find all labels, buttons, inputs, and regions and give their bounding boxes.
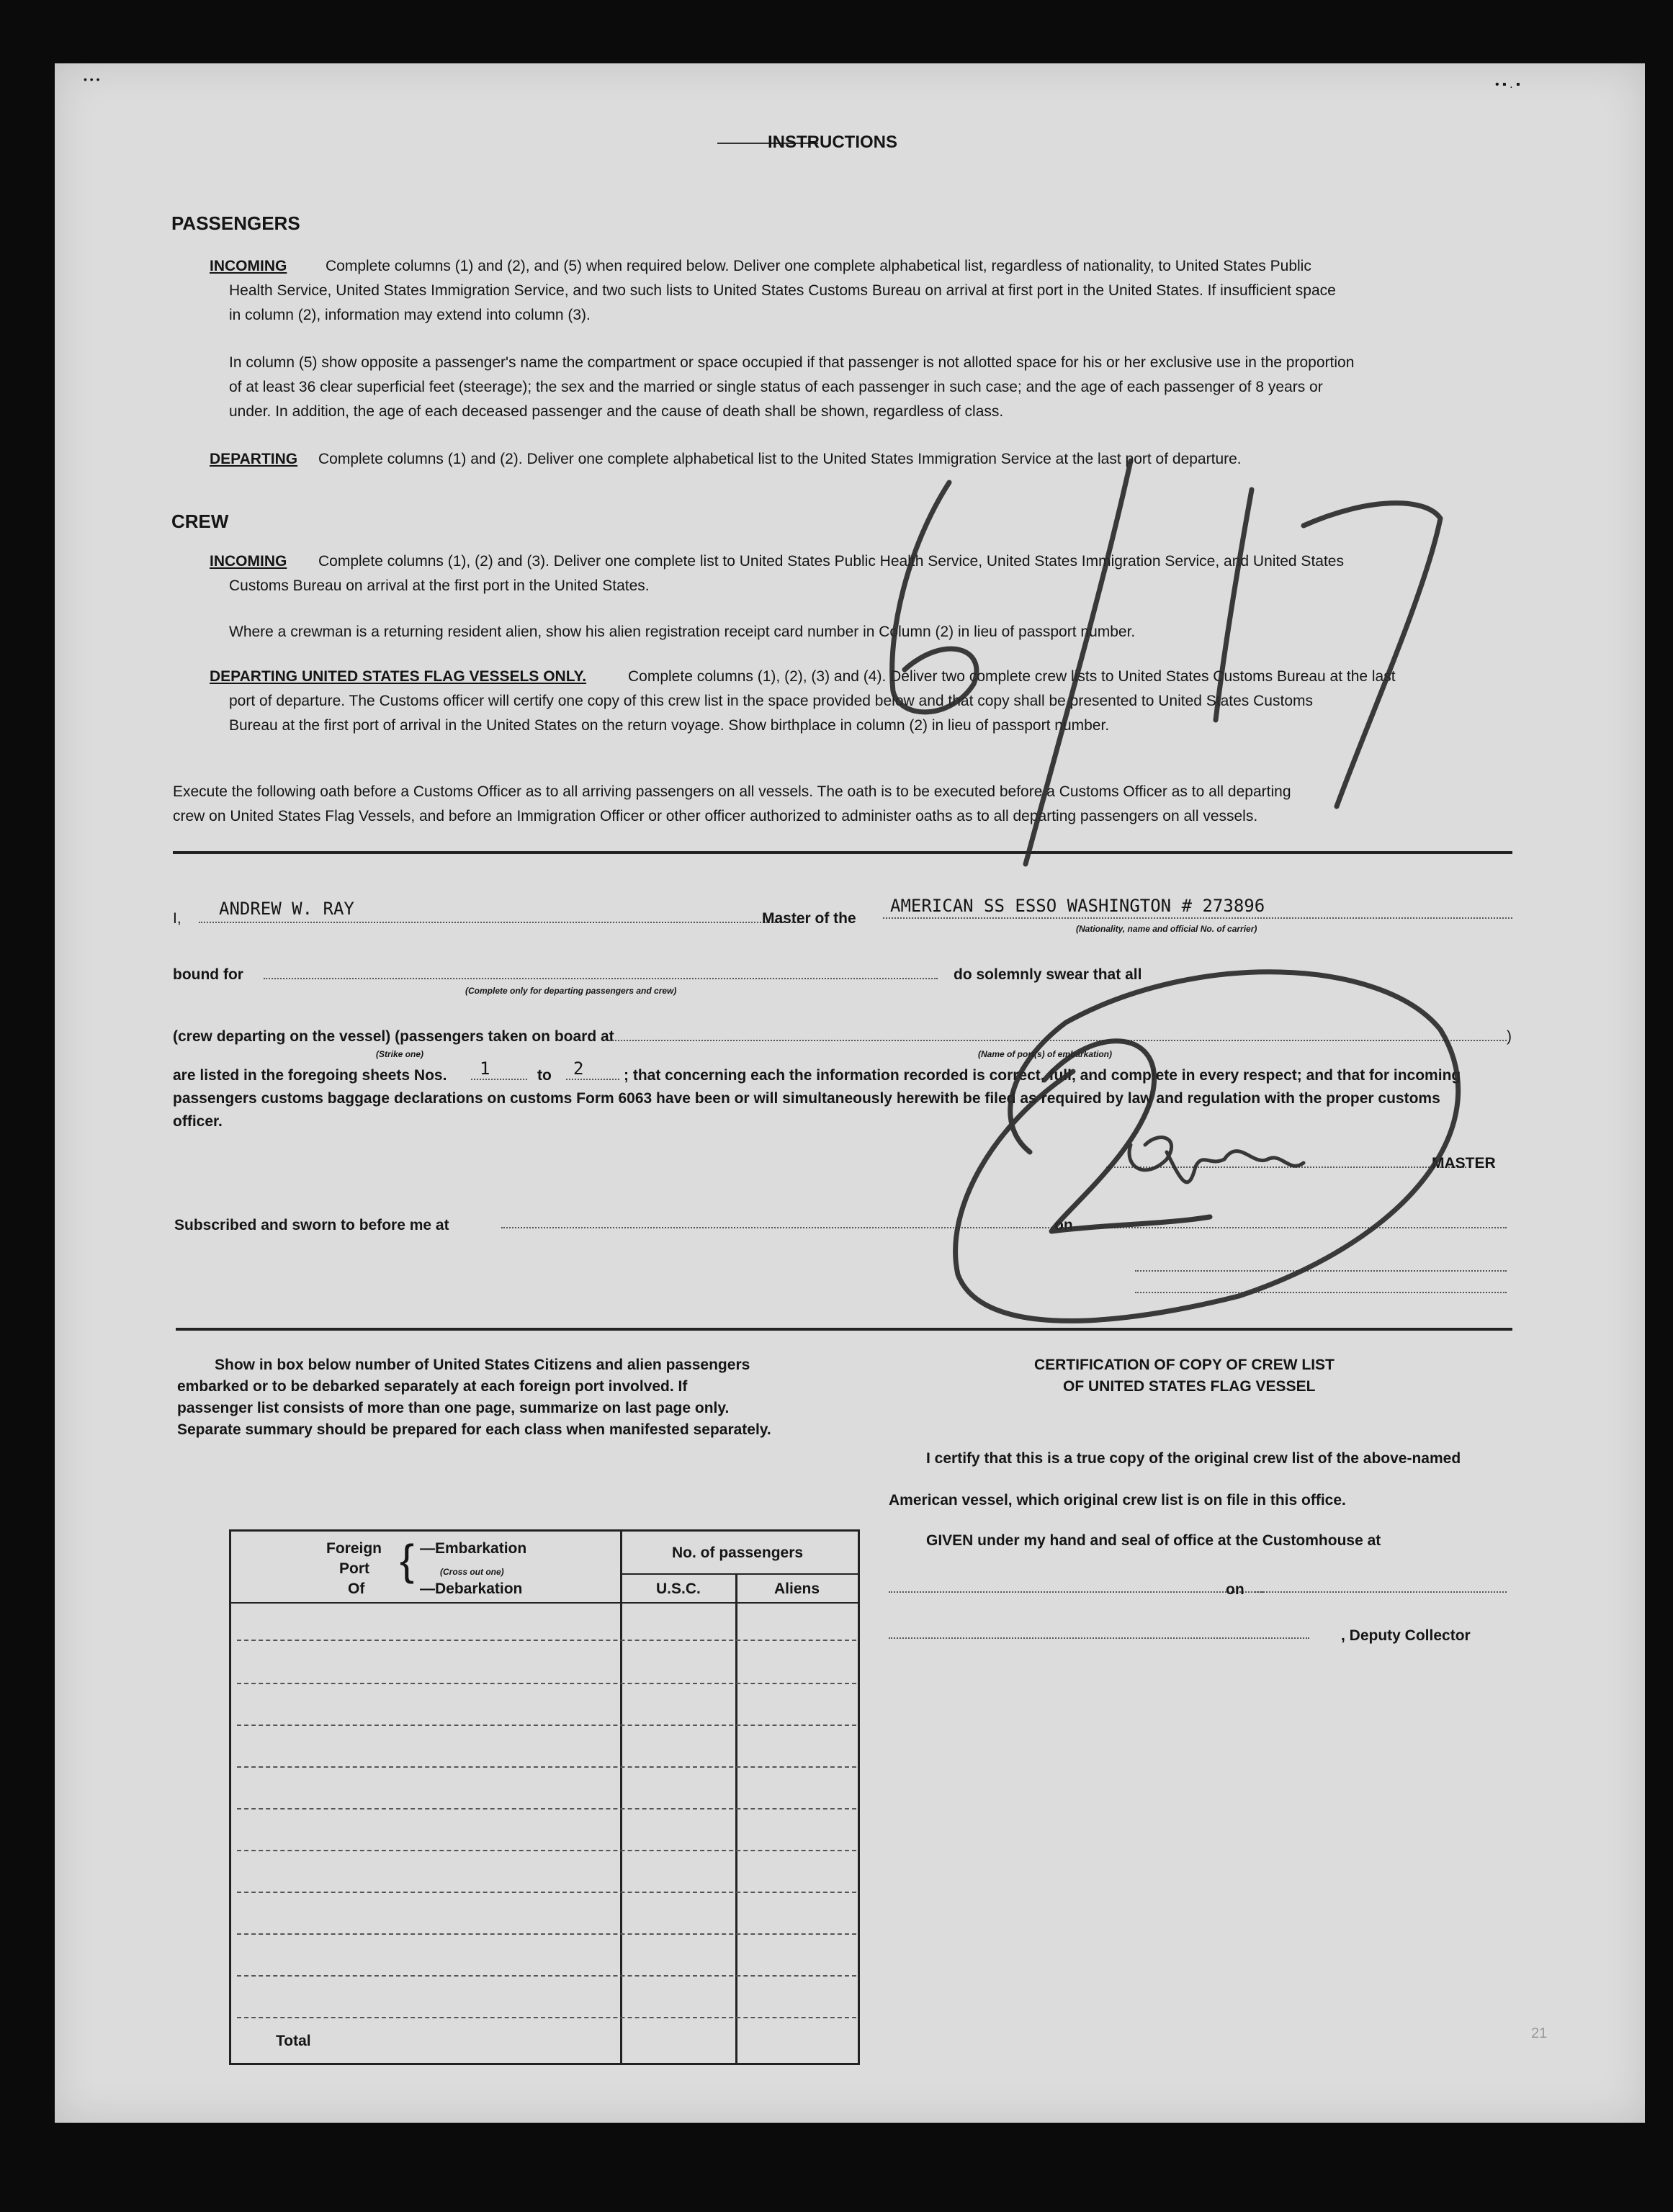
passengers-incoming-label: INCOMING bbox=[210, 258, 287, 274]
certification-on-label: on bbox=[1226, 1581, 1244, 1598]
passengers-departing-text: Complete columns (1) and (2). Deliver one complete alphabetical list to the United States Immigration Service at the last port of departure. bbox=[318, 451, 1242, 467]
master-name-line bbox=[199, 922, 804, 923]
embarkation-label: —Embarkation bbox=[420, 1540, 527, 1557]
debarkation-label: —Debarkation bbox=[420, 1581, 523, 1597]
vessel-field: AMERICAN SS ESSO WASHINGTON # 273896 bbox=[890, 896, 1265, 916]
ports-caption: (Name of port(s) of embarkation) bbox=[978, 1049, 1113, 1059]
table-row bbox=[237, 1683, 856, 1684]
usc-header: U.S.C. bbox=[656, 1581, 701, 1597]
passengers-incoming-text: Complete columns (1) and (2), and (5) when required below. Deliver one complete alphabetical list, regardless of nationality, to United States Public bbox=[326, 258, 1311, 274]
corner-mark-right: • ▪ . ▪ bbox=[1495, 78, 1520, 91]
crew-departing-text: Complete columns (1), (2), (3) and (4). Deliver two complete crew lists to United States Customs Bureau at the last bbox=[628, 668, 1396, 685]
passengers-heading: PASSENGERS bbox=[171, 212, 300, 234]
listed-rest: ; that concerning each the information recorded is correct, full, and complete in every respect; and that for incoming bbox=[624, 1067, 1461, 1084]
summary-instructions: passenger list consists of more than one page, summarize on last page only. bbox=[177, 1400, 730, 1416]
master-signature-line bbox=[1106, 1166, 1466, 1168]
section-divider bbox=[173, 851, 1512, 854]
oath-i-label: I, bbox=[173, 910, 181, 927]
table-row bbox=[237, 1850, 856, 1851]
col-of: Of bbox=[348, 1581, 365, 1597]
table-row bbox=[237, 1933, 856, 1935]
subscribed-label: Subscribed and sworn to before me at bbox=[174, 1217, 449, 1233]
swear-label: do solemnly swear that all bbox=[954, 966, 1142, 983]
certification-text: GIVEN under my hand and seal of office at the Customhouse at bbox=[926, 1532, 1381, 1549]
master-label: MASTER bbox=[1432, 1155, 1496, 1172]
close-paren: ) bbox=[1507, 1028, 1512, 1045]
aliens-header: Aliens bbox=[774, 1581, 820, 1597]
to-label: to bbox=[537, 1067, 552, 1084]
table-row bbox=[237, 1892, 856, 1893]
no-of-passengers-header: No. of passengers bbox=[672, 1545, 804, 1561]
col-foreign: Foreign bbox=[326, 1540, 382, 1557]
passengers-incoming-text: in column (2), information may extend into column (3). bbox=[229, 307, 591, 323]
col-port: Port bbox=[339, 1560, 369, 1577]
bound-for-caption: (Complete only for departing passengers and crew) bbox=[465, 986, 677, 996]
cross-out-caption: (Cross out one) bbox=[440, 1567, 504, 1577]
bound-for-label: bound for bbox=[173, 966, 243, 983]
baggage-text: passengers customs baggage declarations on customs Form 6063 have been or will simultaneously herewith be filed as required by law and regulation with the proper customs bbox=[173, 1090, 1440, 1107]
embarkation-ports-line bbox=[609, 1040, 1507, 1041]
summary-instructions: Separate summary should be prepared for each class when manifested separately. bbox=[177, 1421, 771, 1438]
crew-departing-label: DEPARTING UNITED STATES FLAG VESSELS ONLY. bbox=[210, 668, 587, 685]
table-header-rule bbox=[620, 1573, 858, 1575]
table-row bbox=[237, 1808, 856, 1809]
crew-incoming-label: INCOMING bbox=[210, 553, 287, 570]
total-label: Total bbox=[276, 2033, 311, 2049]
table-row bbox=[237, 2017, 856, 2018]
column5-instructions: of at least 36 clear superficial feet (steerage); the sex and the married or single status of each passenger in such case; and the age of each passenger of 8 years or bbox=[229, 379, 1323, 395]
sheet-to-field: 2 bbox=[573, 1058, 584, 1079]
deputy-collector-line bbox=[889, 1637, 1309, 1639]
sheet-from-field: 1 bbox=[480, 1058, 490, 1079]
sheet-to-line bbox=[566, 1079, 619, 1080]
table-row bbox=[237, 1725, 856, 1726]
officer-signature-line bbox=[1135, 1270, 1507, 1272]
oath-intro: Execute the following oath before a Customs Officer as to all arriving passengers on all vessels. The oath is to be executed before a Customs Officer as to all departing bbox=[173, 783, 1291, 800]
summary-instructions: embarked or to be debarked separately at each foreign port involved. If bbox=[177, 1378, 688, 1395]
corner-mark-left: • • • bbox=[84, 73, 100, 85]
table-header-rule bbox=[231, 1602, 858, 1604]
certification-text: I certify that this is a true copy of the original crew list of the above-named bbox=[926, 1450, 1461, 1467]
certification-date-line bbox=[1255, 1591, 1507, 1593]
section-divider bbox=[176, 1328, 1512, 1331]
page-corner-number: 21 bbox=[1531, 2026, 1548, 2041]
column5-instructions: In column (5) show opposite a passenger's name the compartment or space occupied if that passenger is not allotted space for his or her exclusive use in the proportion bbox=[229, 354, 1355, 371]
page-title: INSTRUCTIONS bbox=[768, 132, 897, 152]
oath-intro: crew on United States Flag Vessels, and before an Immigration Officer or other officer authorized to administer oaths as to all departing passengers on all vessels. bbox=[173, 808, 1258, 824]
brace-icon: { bbox=[400, 1536, 415, 1584]
customhouse-line bbox=[889, 1591, 1263, 1593]
certification-text: American vessel, which original crew list is on file in this office. bbox=[889, 1492, 1346, 1509]
summary-instructions: Show in box below number of United States Citizens and alien passengers bbox=[215, 1357, 750, 1373]
passenger-summary-table bbox=[229, 1529, 860, 2065]
table-row bbox=[237, 1975, 856, 1977]
master-name-field: ANDREW W. RAY bbox=[219, 899, 354, 919]
certification-title: CERTIFICATION OF COPY OF CREW LIST bbox=[1034, 1357, 1335, 1373]
certification-title: OF UNITED STATES FLAG VESSEL bbox=[1063, 1378, 1316, 1395]
crew-heading: CREW bbox=[171, 511, 229, 532]
vessel-caption: (Nationality, name and official No. of carrier) bbox=[1076, 924, 1257, 934]
crew-departing-passengers-label: (crew departing on the vessel) (passengers taken on board at bbox=[173, 1028, 614, 1045]
crew-resident-alien-text: Where a crewman is a returning resident alien, show his alien registration receipt card number in Column (2) in lieu of passport number. bbox=[229, 624, 1136, 640]
table-divider bbox=[620, 1532, 622, 2063]
passengers-departing-label: DEPARTING bbox=[210, 451, 298, 467]
subscribed-on-label: on bbox=[1054, 1217, 1073, 1233]
sheet-from-line bbox=[471, 1079, 527, 1080]
subscribed-place-line bbox=[501, 1227, 1507, 1228]
passengers-incoming-text: Health Service, United States Immigration Service, and two such lists to United States Customs Bureau on arrival at first port in the United States. If insufficient space bbox=[229, 282, 1336, 299]
crew-incoming-text: Complete columns (1), (2) and (3). Deliver one complete list to United States Public Health Service, United States Immigration Service, and United States bbox=[318, 553, 1344, 570]
crew-departing-text: port of departure. The Customs officer will certify one copy of this crew list in the space provided below and that copy shall be presented to United States Customs bbox=[229, 693, 1313, 709]
table-row bbox=[237, 1640, 856, 1641]
strike-one-caption: (Strike one) bbox=[376, 1049, 424, 1059]
officer-title-line bbox=[1135, 1292, 1507, 1293]
master-of-label: Master of the bbox=[762, 910, 856, 927]
listed-label: are listed in the foregoing sheets Nos. bbox=[173, 1067, 447, 1084]
crew-departing-text: Bureau at the first port of arrival in the United States on the return voyage. Show birthplace in column (2) in lieu of passport number. bbox=[229, 717, 1110, 734]
table-row bbox=[237, 1766, 856, 1768]
column5-instructions: under. In addition, the age of each deceased passenger and the cause of death shall be shown, regardless of class. bbox=[229, 403, 1004, 420]
deputy-collector-label: , Deputy Collector bbox=[1341, 1627, 1471, 1644]
crew-incoming-text: Customs Bureau on arrival at the first port in the United States. bbox=[229, 577, 650, 594]
table-divider bbox=[735, 1573, 737, 2063]
officer-text: officer. bbox=[173, 1113, 223, 1130]
manifest-form-page bbox=[55, 63, 1645, 2123]
